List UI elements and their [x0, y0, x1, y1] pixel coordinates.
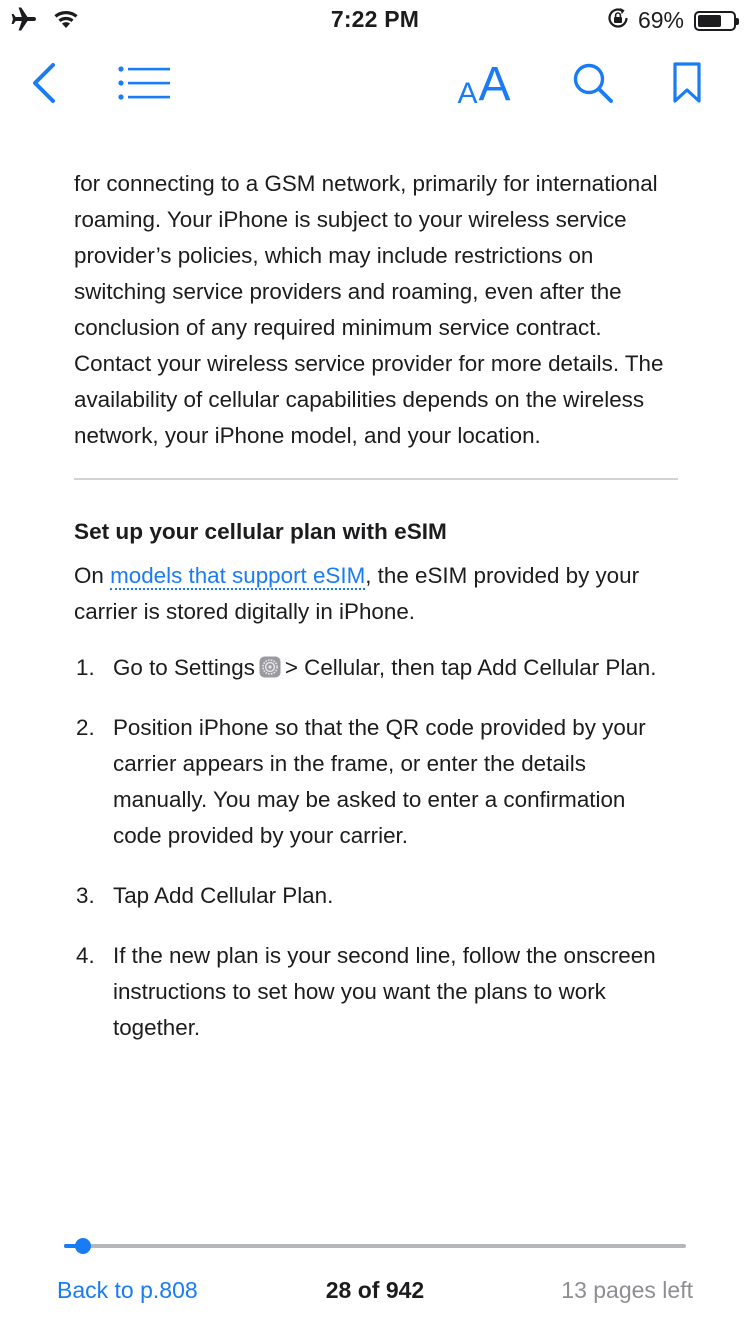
- status-bar: [0, 0, 750, 40]
- step-text-before-icon: Go to Settings: [113, 655, 255, 680]
- section-heading: Set up your cellular plan with eSIM: [74, 519, 447, 544]
- step-number: 1.: [76, 655, 95, 680]
- scrubber-track: [64, 1244, 686, 1248]
- back-chevron-icon: [29, 61, 59, 110]
- bookmark-icon: [672, 62, 702, 109]
- battery-percent: 69%: [637, 7, 684, 33]
- list-item: [74, 938, 678, 1046]
- status-time: 7:22 PM: [330, 6, 420, 32]
- esim-text-prefix: On: [74, 563, 111, 588]
- step-text: Position iPhone so that the QR code provided by your carrier appears in the frame, or enter the details manually. You may be asked to enter a confirmation code provided by your carrier.: [113, 715, 646, 848]
- esim-models-link[interactable]: models that support eSIM: [110, 563, 366, 588]
- status-bar-right: [606, 6, 736, 35]
- table-of-contents-button[interactable]: [114, 50, 174, 120]
- font-settings-button[interactable]: [450, 50, 518, 120]
- step-number: 2.: [76, 715, 95, 740]
- table-of-contents-icon: [118, 66, 170, 105]
- battery-level-fill: [698, 15, 721, 27]
- step-text: Tap Add Cellular Plan.: [113, 883, 334, 908]
- orientation-lock-icon: [606, 6, 630, 35]
- esim-paragraph: [74, 558, 678, 630]
- pages-left: 13 pages left: [561, 1277, 693, 1303]
- back-to-page-link[interactable]: Back to p.808: [57, 1277, 198, 1303]
- scrubber-thumb[interactable]: [75, 1238, 91, 1254]
- section-divider: [74, 478, 678, 480]
- list-item: [74, 878, 678, 914]
- search-button[interactable]: [565, 50, 621, 120]
- page-count: 28 of 942: [325, 1277, 425, 1303]
- font-big-glyph: A: [478, 58, 511, 111]
- esim-text-suffix: , the eSIM provided by your carrier is stored digitally in iPhone.: [74, 563, 640, 624]
- step-number: 3.: [76, 883, 95, 908]
- intro-paragraph: for connecting to a GSM network, primarily for international roaming. Your iPhone is subject to your wireless service provider’s policies, which may include restrictions on switching service providers and roaming, even after the conclusion of any required minimum service contract. Contact your wireless service provider for more details. The availability of cellular capabilities depends on the wireless network, your iPhone model, and your location.: [74, 171, 664, 448]
- reader-footer: [0, 1272, 750, 1312]
- back-button[interactable]: [22, 50, 66, 120]
- list-item: [74, 650, 678, 686]
- search-icon: [571, 61, 615, 110]
- step-number: 4.: [76, 943, 95, 968]
- font-size-icon: [457, 58, 511, 111]
- step-text: If the new plan is your second line, follow the onscreen instructions to set how you want the plans to work together.: [113, 943, 656, 1040]
- battery-icon: [694, 11, 736, 31]
- reader-toolbar: [0, 50, 750, 120]
- list-item: [74, 710, 678, 854]
- book-page-content: [74, 166, 678, 1070]
- step-text-after-icon: > Cellular, then tap Add Cellular Plan.: [284, 655, 657, 680]
- font-small-glyph: A: [457, 77, 478, 110]
- page-scrubber[interactable]: [64, 1240, 686, 1252]
- bookmark-button[interactable]: [662, 50, 712, 120]
- steps-list: [74, 650, 678, 1046]
- settings-gear-icon: [259, 653, 281, 675]
